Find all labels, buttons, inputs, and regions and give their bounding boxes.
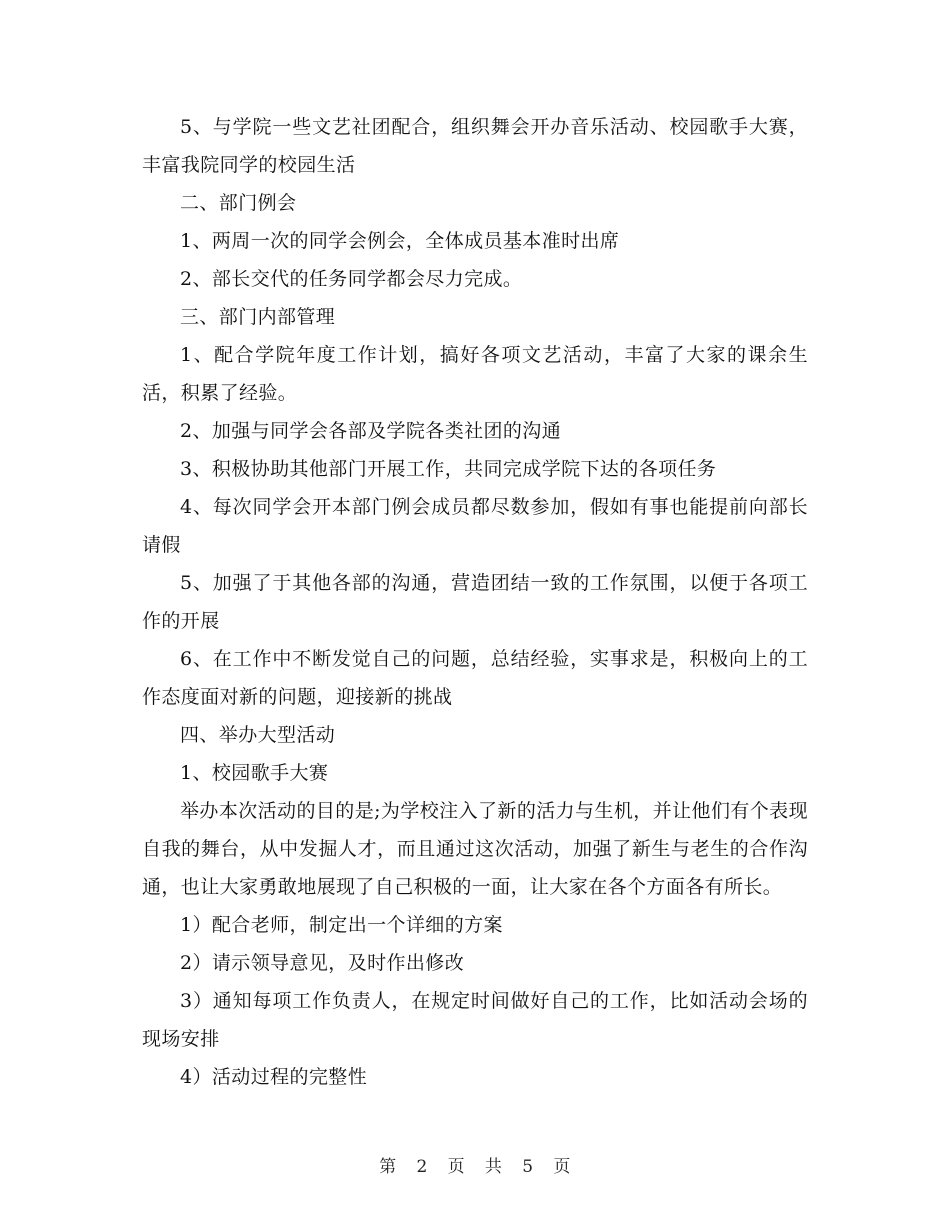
page-footer bbox=[0, 1152, 950, 1177]
paragraph: 2、部长交代的任务同学都会尽力完成。 bbox=[180, 268, 523, 290]
section-heading: 三、部门内部管理 bbox=[180, 306, 336, 328]
paragraph: 1、校园歌手大赛 bbox=[180, 762, 329, 784]
section-heading: 二、部门例会 bbox=[180, 192, 297, 214]
page-number-suffix: 页 bbox=[553, 1157, 571, 1177]
total-page-number: 5 bbox=[522, 1157, 534, 1177]
paragraph: 6、在工作中不断发觉自己的问题，总结经验，实事求是，积极向上的工作态度面对新的问题，迎接新的挑战 bbox=[142, 648, 808, 708]
paragraph: 4、每次同学会开本部门例会成员都尽数参加，假如有事也能提前向部长请假 bbox=[142, 496, 808, 556]
total-word: 共 bbox=[484, 1157, 503, 1177]
paragraph: 2）请示领导意见，及时作出修改 bbox=[180, 952, 465, 974]
page-word: 页 bbox=[447, 1157, 466, 1177]
page-number-prefix: 第 bbox=[379, 1157, 397, 1177]
section-heading: 四、举办大型活动 bbox=[180, 724, 336, 746]
current-page-number: 2 bbox=[416, 1157, 428, 1177]
paragraph: 3、积极协助其他部门开展工作，共同完成学院下达的各项任务 bbox=[180, 458, 717, 480]
paragraph: 举办本次活动的目的是;为学校注入了新的活力与生机，并让他们有个表现自我的舞台，从中发掘人才，而且通过这次活动，加强了新生与老生的合作沟通，也让大家勇敢地展现了自己积极的一面，让大家在各个方面各有所长。 bbox=[142, 800, 808, 898]
paragraph: 2、加强与同学会各部及学院各类社团的沟通 bbox=[180, 420, 562, 442]
paragraph: 3）通知每项工作负责人，在规定时间做好自己的工作，比如活动会场的现场安排 bbox=[142, 990, 808, 1050]
paragraph: 1）配合老师，制定出一个详细的方案 bbox=[180, 914, 503, 936]
paragraph: 5、与学院一些文艺社团配合，组织舞会开办音乐活动、校园歌手大赛，丰富我院同学的校园生活 bbox=[142, 116, 808, 176]
paragraph: 1、配合学院年度工作计划，搞好各项文艺活动，丰富了大家的课余生活，积累了经验。 bbox=[142, 344, 808, 404]
document-body bbox=[142, 108, 808, 1096]
paragraph: 4）活动过程的完整性 bbox=[180, 1066, 368, 1088]
paragraph: 5、加强了于其他各部的沟通，营造团结一致的工作氛围，以便于各项工作的开展 bbox=[142, 572, 808, 632]
paragraph: 1、两周一次的同学会例会，全体成员基本准时出席 bbox=[180, 230, 620, 252]
